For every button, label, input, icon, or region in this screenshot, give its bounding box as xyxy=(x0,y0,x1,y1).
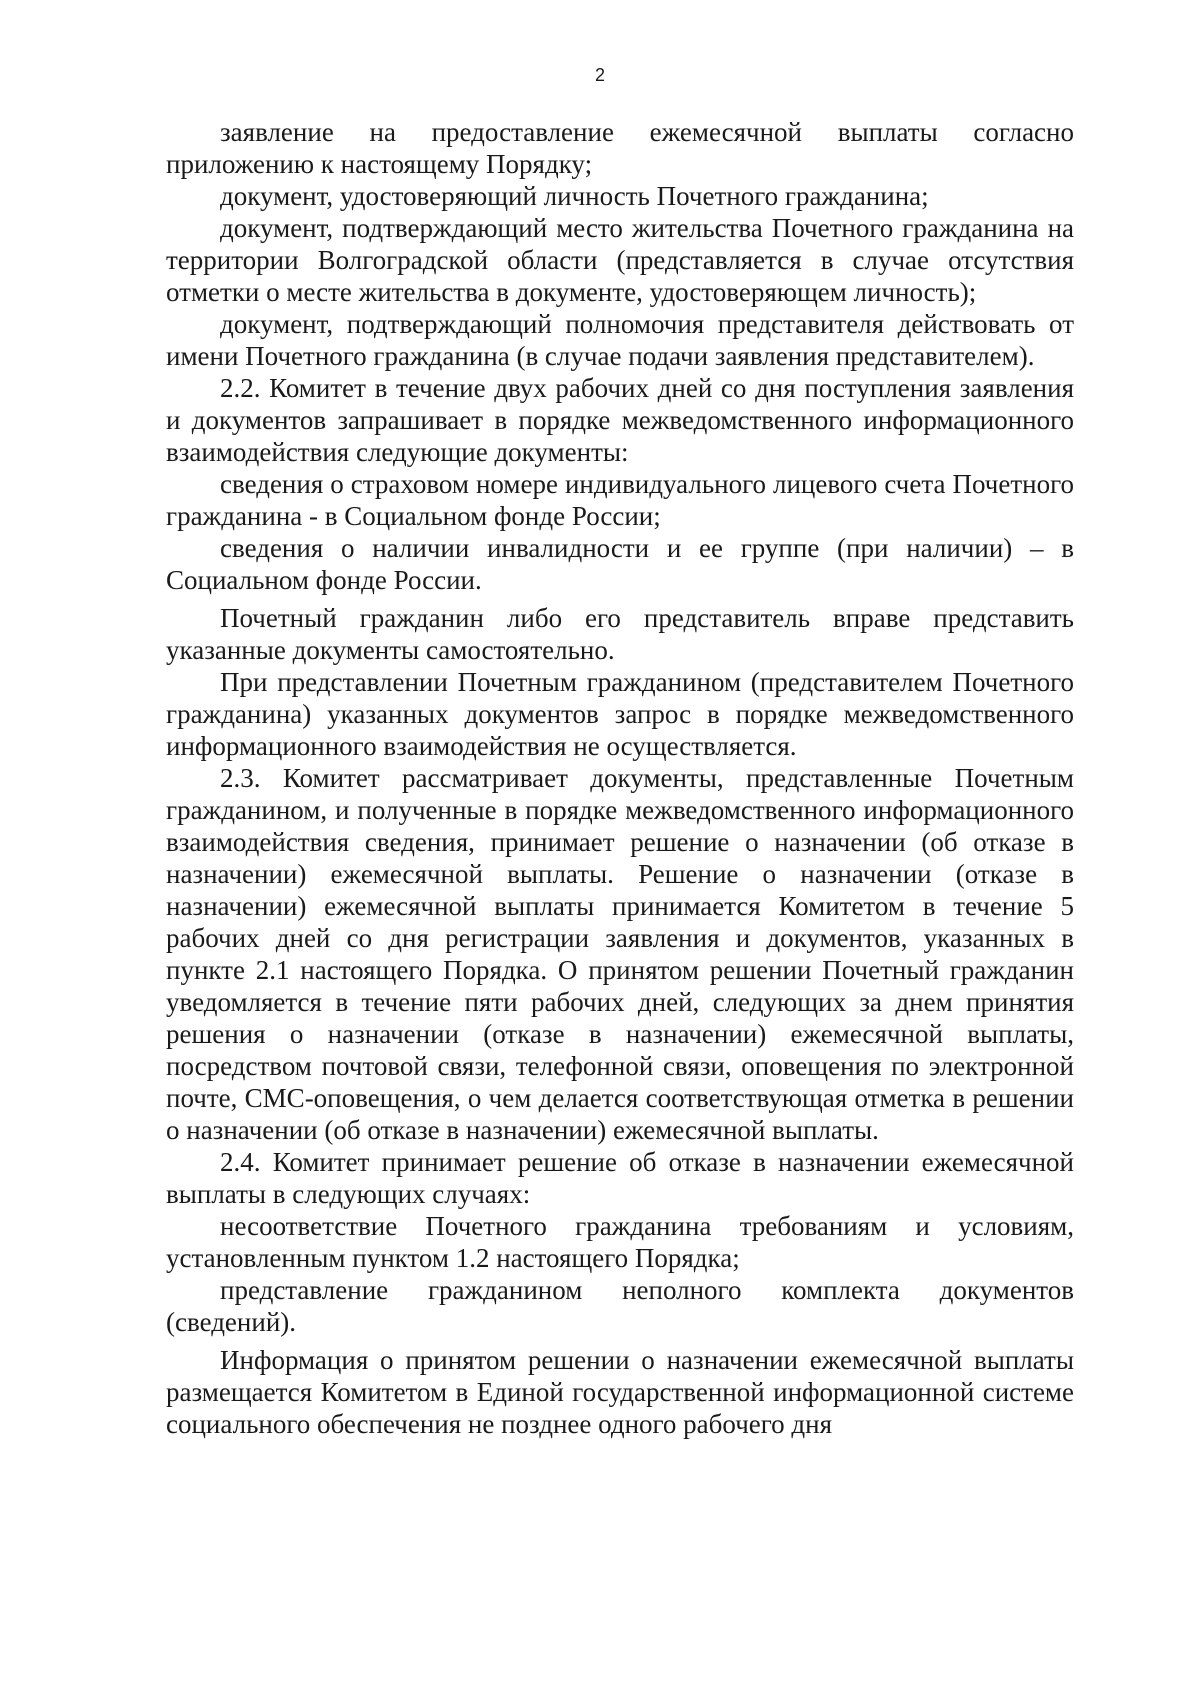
paragraph-snils-info: сведения о страховом номере индивидуального лицевого счета Почетного гражданина - в Социальном фонде России; xyxy=(166,469,1074,531)
paragraph-application: заявление на предоставление ежемесячной выплаты согласно приложению к настоящему Порядку; xyxy=(166,117,1074,179)
paragraph-identity-document: документ, удостоверяющий личность Почетного гражданина; xyxy=(220,181,929,211)
paragraph-self-submission: Почетный гражданин либо его представитель вправе представить указанные документы самостоятельно. xyxy=(166,603,1074,665)
page-number: 2 xyxy=(594,65,605,85)
paragraph-no-request: При представлении Почетным гражданином (представителем Почетного гражданина) указанных документов запрос в порядке межведомственного информационного взаимодействия не осуществляется. xyxy=(166,667,1074,761)
paragraph-clause-2-2: 2.2. Комитет в течение двух рабочих дней со дня поступления заявления и документов запрашивает в порядке межведомственного информационного взаимодействия следующие документы: xyxy=(166,373,1074,467)
paragraph-clause-2-3: 2.3. Комитет рассматривает документы, представленные Почетным гражданином, и полученные в порядке межведомственного информационного взаимодействия сведения, принимает решение о назначении (об отказе в назначении) ежемесячной выплаты. Решение о назначении (отказе в назначении) ежемесячной выплаты принимается Комитетом в течение 5 рабочих дней со дня регистрации заявления и документов, указанных в пункте 2.1 настоящего Порядка. О принятом решении Почетный гражданин уведомляется в течение пяти рабочих дней, следующих за днем принятия решения о назначении (отказе в назначении) ежемесячной выплаты, посредством почтовой связи, телефонной связи, оповещения по электронной почте, СМС-оповещения, о чем делается соответствующая отметка в решении о назначении (об отказе в назначении) ежемесячной выплаты. xyxy=(166,763,1074,1145)
paragraph-representative-authority: документ, подтверждающий полномочия представителя действовать от имени Почетного гражданина (в случае подачи заявления представителем). xyxy=(166,309,1074,371)
paragraph-incomplete-documents: представление гражданином неполного комплекта документов (сведений). xyxy=(166,1275,1074,1337)
document-body xyxy=(166,116,1074,1440)
paragraph-nonconformity: несоответствие Почетного гражданина требованиям и условиям, установленным пунктом 1.2 настоящего Порядка; xyxy=(166,1211,1074,1273)
paragraph-disability-info: сведения о наличии инвалидности и ее группе (при наличии) – в Социальном фонде России. xyxy=(166,533,1074,595)
paragraph-information-publication: Информация о принятом решении о назначении ежемесячной выплаты размещается Комитетом в Единой государственной информационной системе социального обеспечения не позднее одного рабочего дня xyxy=(166,1345,1074,1439)
paragraph-clause-2-4: 2.4. Комитет принимает решение об отказе в назначении ежемесячной выплаты в следующих случаях: xyxy=(166,1147,1074,1209)
paragraph-residence-document: документ, подтверждающий место жительства Почетного гражданина на территории Волгоградской области (представляется в случае отсутствия отметки о месте жительства в документе, удостоверяющем личность); xyxy=(166,213,1074,307)
